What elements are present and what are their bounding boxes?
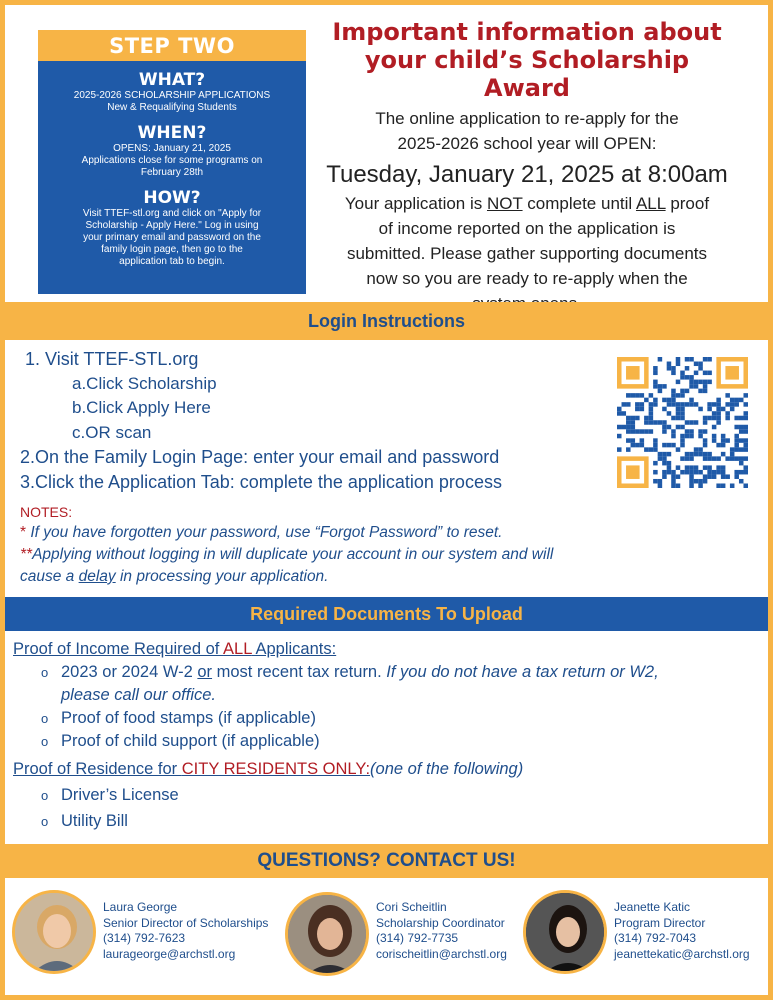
contact-email[interactable]: jeanettekatic@archstl.org <box>614 946 750 961</box>
residence-heading <box>13 757 733 781</box>
login-instructions-heading: Login Instructions <box>5 302 768 340</box>
when-line-1: OPENS: January 21, 2025 <box>113 143 231 154</box>
login-steps <box>20 347 620 494</box>
when-heading: WHEN? <box>137 123 207 143</box>
income-heading <box>13 637 733 661</box>
bullet-icon: o <box>41 788 49 803</box>
item-1-c: If you do not have a tax return or W2, <box>386 663 659 681</box>
contact-title: Scholarship Coordinator <box>376 915 505 930</box>
notes-heading: NOTES: <box>20 504 73 520</box>
contact-phone[interactable]: (314) 792-7623 <box>103 931 186 945</box>
required-documents <box>13 637 733 833</box>
how-line-1: Visit TTEF-stl.org and click on "Apply for <box>82 208 262 219</box>
info-paragraph-line-3: submitted. Please gather supporting documents <box>346 244 708 263</box>
step-two-box <box>38 30 306 294</box>
income-heading-b: Applicants: <box>251 640 337 658</box>
what-line-1: 2025-2026 SCHOLARSHIP APPLICATIONS <box>73 90 271 101</box>
item-1-continued: please call our office. <box>61 686 217 704</box>
info-title-line-1: Important information about <box>332 18 722 46</box>
how-line-3: your primary email and password on the <box>83 232 261 243</box>
list-item <box>13 661 733 684</box>
residence-heading-a: Proof of Residence for <box>13 760 182 778</box>
note-2 <box>20 544 720 566</box>
note-2-continued <box>20 566 720 588</box>
item-5: Utility Bill <box>61 812 128 830</box>
avatar <box>12 890 96 974</box>
login-step-1c: c.OR scan <box>72 422 152 442</box>
when-line-2: Applications close for some programs on <box>81 155 263 166</box>
what-heading: WHAT? <box>138 70 206 90</box>
contact-title: Senior Director of Scholarships <box>103 915 269 930</box>
info-p-a: Your application is <box>344 194 487 213</box>
info-line-2: 2025-2026 school year will OPEN: <box>397 134 657 153</box>
login-step-1b: b.Click Apply Here <box>72 398 211 417</box>
item-3: Proof of child support (if applicable) <box>61 732 320 750</box>
info-p-c: proof <box>665 194 710 213</box>
contact-phone[interactable]: (314) 792-7043 <box>614 931 697 945</box>
note-2b-a: cause a <box>20 568 79 585</box>
contact-name: Jeanette Katic <box>614 900 691 914</box>
bullet-icon: o <box>41 711 49 726</box>
how-line-4: family login page, then go to the <box>101 244 243 255</box>
note-1-mark: * <box>20 524 27 541</box>
income-heading-all: ALL <box>223 640 252 658</box>
contact-jeanette <box>614 900 750 962</box>
qr-code-icon[interactable] <box>617 357 748 488</box>
item-2: Proof of food stamps (if applicable) <box>61 709 316 727</box>
login-step-1: 1. Visit TTEF-STL.org <box>25 349 199 369</box>
item-1-b: most recent tax return. <box>212 663 387 681</box>
list-item <box>13 810 733 833</box>
contact-title: Program Director <box>614 915 706 930</box>
note-2b-b: in processing your application. <box>115 568 329 585</box>
info-p-all: ALL <box>635 194 666 213</box>
what-line-2: New & Requalifying Students <box>107 102 237 113</box>
list-item <box>13 784 733 807</box>
when-line-3: February 28th <box>140 167 204 178</box>
info-p-b: complete until <box>522 194 636 213</box>
how-heading: HOW? <box>143 188 201 208</box>
item-1-or: or <box>197 663 213 681</box>
login-step-2: 2.On the Family Login Page: enter your email and password <box>20 447 500 467</box>
login-step-3: 3.Click the Application Tab: complete the application process <box>20 471 502 492</box>
bullet-icon: o <box>41 734 49 749</box>
note-1-text: If you have forgotten your password, use “Forgot Password” to reset. <box>26 524 503 541</box>
contact-phone[interactable]: (314) 792-7735 <box>376 931 459 945</box>
notes-section <box>20 502 720 588</box>
avatar <box>285 892 369 976</box>
income-heading-a: Proof of Income Required of <box>13 640 224 658</box>
bullet-icon: o <box>41 665 49 680</box>
contact-laura <box>103 900 268 962</box>
questions-heading: QUESTIONS? CONTACT US! <box>5 844 768 878</box>
info-paragraph-line-2: of income reported on the application is <box>378 219 676 238</box>
how-line-2: Scholarship - Apply Here." Log in using <box>85 220 259 231</box>
login-step-1a: a.Click Scholarship <box>72 373 217 393</box>
info-title-line-2: your child’s Scholarship Award <box>364 46 690 102</box>
info-paragraph-line-1 <box>318 191 736 216</box>
contact-email[interactable]: corischeitlin@archstl.org <box>376 946 507 961</box>
info-paragraph-line-4: now so you are ready to re-apply when the <box>366 269 688 288</box>
note-2-mark: ** <box>20 546 33 563</box>
contact-cori <box>376 900 507 962</box>
note-1 <box>20 522 720 544</box>
item-4: Driver’s License <box>61 786 179 804</box>
note-2b-delay: delay <box>78 568 116 585</box>
contact-name: Laura George <box>103 900 178 914</box>
note-2-text: Applying without logging in will duplicate your account in our system and will <box>32 546 554 563</box>
list-item <box>13 730 733 753</box>
bullet-icon: o <box>41 814 49 829</box>
step-two-title: STEP TWO <box>38 30 306 61</box>
residence-heading-b: (one of the following) <box>370 760 524 778</box>
contact-name: Cori Scheitlin <box>376 900 447 914</box>
open-date: Tuesday, January 21, 2025 at 8:00am <box>326 161 728 188</box>
contact-email[interactable]: laurageorge@archstl.org <box>103 946 236 961</box>
info-line-1: The online application to re-apply for the <box>375 109 679 128</box>
residence-heading-city: CITY RESIDENTS ONLY: <box>181 760 371 778</box>
item-1-a: 2023 or 2024 W-2 <box>61 663 198 681</box>
required-documents-heading: Required Documents To Upload <box>5 597 768 631</box>
info-p-not: NOT <box>486 194 523 213</box>
important-info <box>318 18 736 316</box>
list-item <box>13 707 733 730</box>
how-line-5: application tab to begin. <box>119 256 225 267</box>
avatar <box>523 890 607 974</box>
